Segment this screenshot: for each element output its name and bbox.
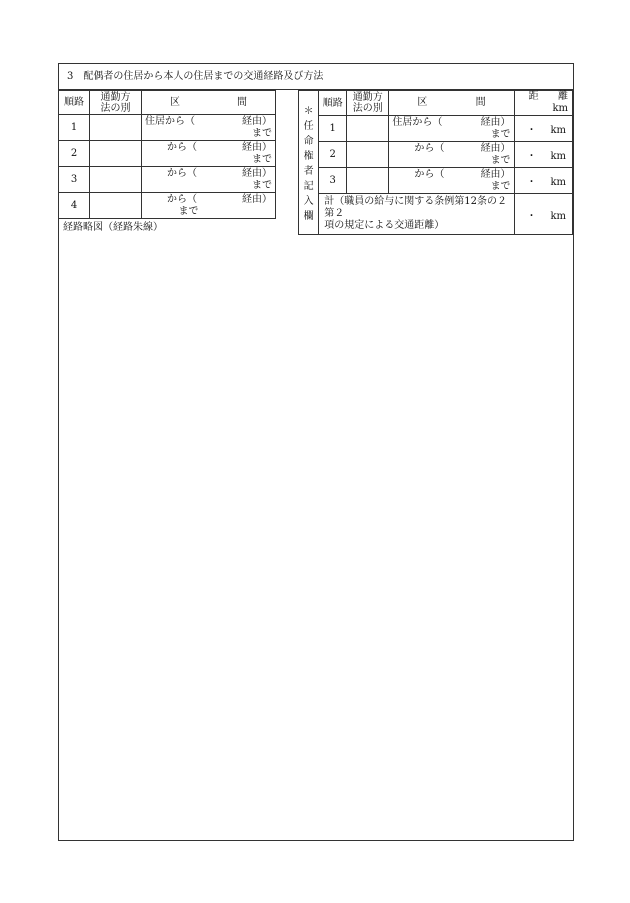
via-text: 経由） (242, 142, 272, 153)
order-cell: 3 (319, 168, 347, 194)
method-cell[interactable] (90, 115, 142, 141)
route-sketch-area[interactable] (59, 234, 573, 840)
order-cell: 2 (59, 141, 90, 167)
interval-cell[interactable] (142, 167, 276, 193)
distance-header (514, 91, 572, 116)
from-text: から（ (167, 168, 197, 179)
method-header-line1: 通勤方 (100, 91, 131, 103)
order-cell: 1 (319, 116, 347, 142)
from-text: から（ (167, 142, 197, 153)
interval-cell[interactable] (389, 142, 514, 168)
from-text: 住居から（ (392, 117, 443, 128)
order-cell: 2 (319, 142, 347, 168)
distance-cell[interactable] (514, 116, 572, 142)
table-row (59, 167, 276, 193)
right-route-table (298, 90, 573, 235)
table-row (59, 115, 276, 141)
method-header (90, 91, 142, 115)
total-label-cell (319, 194, 514, 235)
to-text: まで (252, 154, 272, 165)
total-distance-cell[interactable] (514, 194, 572, 235)
right-header-row (299, 91, 573, 116)
distance-header-right: 離 (558, 91, 568, 102)
order-cell: 4 (59, 193, 90, 219)
table-row (299, 168, 573, 194)
table-row (59, 193, 276, 219)
left-header-row (59, 91, 276, 115)
to-text: まで (490, 129, 511, 140)
distance-cell[interactable] (514, 142, 572, 168)
vertical-char: 入 (303, 195, 314, 207)
via-text: 経由） (480, 169, 511, 180)
total-label-line2: 項の規定による交通距離） (324, 220, 445, 231)
interval-header-left: 区 (417, 97, 428, 108)
to-text: まで (252, 128, 272, 139)
interval-cell[interactable] (142, 115, 276, 141)
interval-header-right: 間 (237, 96, 247, 108)
table-row (299, 116, 573, 142)
decimal-dot: ・ (526, 210, 537, 222)
to-text: まで (490, 181, 511, 192)
method-cell[interactable] (90, 193, 142, 219)
via-text: 経由） (480, 117, 511, 128)
to-text: まで (490, 155, 511, 166)
total-label-line1: 計（職員の給与に関する条例第12条の２第２ (324, 196, 508, 219)
via-text: 経由） (242, 116, 272, 127)
vertical-char: 記 (303, 180, 314, 192)
interval-cell[interactable] (389, 168, 514, 194)
interval-header (142, 91, 276, 115)
from-text: から（ (414, 143, 445, 154)
method-cell[interactable] (347, 142, 389, 168)
distance-cell[interactable] (514, 168, 572, 194)
form-frame (58, 63, 574, 841)
table-row (299, 142, 573, 168)
method-cell[interactable] (90, 167, 142, 193)
interval-cell[interactable] (389, 116, 514, 142)
interval-header (389, 91, 514, 116)
from-text: から（ (414, 169, 445, 180)
from-text: から（ (167, 194, 197, 205)
left-route-table (58, 90, 276, 219)
order-cell: 1 (59, 115, 90, 141)
distance-unit: km (552, 103, 568, 114)
vertical-char: 命 (303, 135, 314, 147)
decimal-dot: ・ (526, 151, 537, 162)
interval-header-right: 間 (475, 97, 486, 108)
from-text: 住居から（ (145, 116, 195, 127)
vertical-char: 欄 (303, 210, 314, 222)
method-cell[interactable] (347, 168, 389, 194)
method-header-line2: 法の別 (100, 102, 131, 114)
interval-cell[interactable] (142, 193, 276, 219)
distance-unit: km (550, 151, 566, 162)
order-header: 順路 (319, 91, 347, 116)
interval-cell[interactable] (142, 141, 276, 167)
method-cell[interactable] (90, 141, 142, 167)
decimal-dot: ・ (526, 177, 537, 188)
method-header (347, 91, 389, 116)
appointer-entry-column (299, 91, 319, 235)
table-row (59, 141, 276, 167)
distance-unit: km (550, 177, 566, 188)
distance-unit: km (550, 210, 566, 222)
vertical-char: 任 (303, 120, 314, 132)
order-cell: 3 (59, 167, 90, 193)
vertical-char: ＊ (303, 105, 314, 117)
to-text: まで (178, 206, 199, 217)
interval-header-left: 区 (170, 96, 180, 108)
vertical-char: 者 (303, 165, 314, 177)
method-header-line2: 法の別 (352, 103, 383, 114)
total-row (299, 194, 573, 235)
via-text: 経由） (242, 168, 272, 179)
distance-header-left: 距 (528, 91, 539, 102)
via-text: 経由） (480, 143, 511, 154)
method-header-line1: 通勤方 (352, 92, 383, 103)
section-title: 3 配偶者の住居から本人の住居までの交通経路及び方法 (59, 64, 573, 90)
distance-unit: km (550, 125, 566, 136)
decimal-dot: ・ (526, 125, 537, 136)
order-header: 順路 (59, 91, 90, 115)
to-text: まで (252, 180, 272, 191)
route-sketch-label: 経路略図（経路朱線） (63, 222, 163, 233)
via-text: 経由） (242, 194, 272, 205)
vertical-char: 権 (303, 150, 314, 162)
method-cell[interactable] (347, 116, 389, 142)
